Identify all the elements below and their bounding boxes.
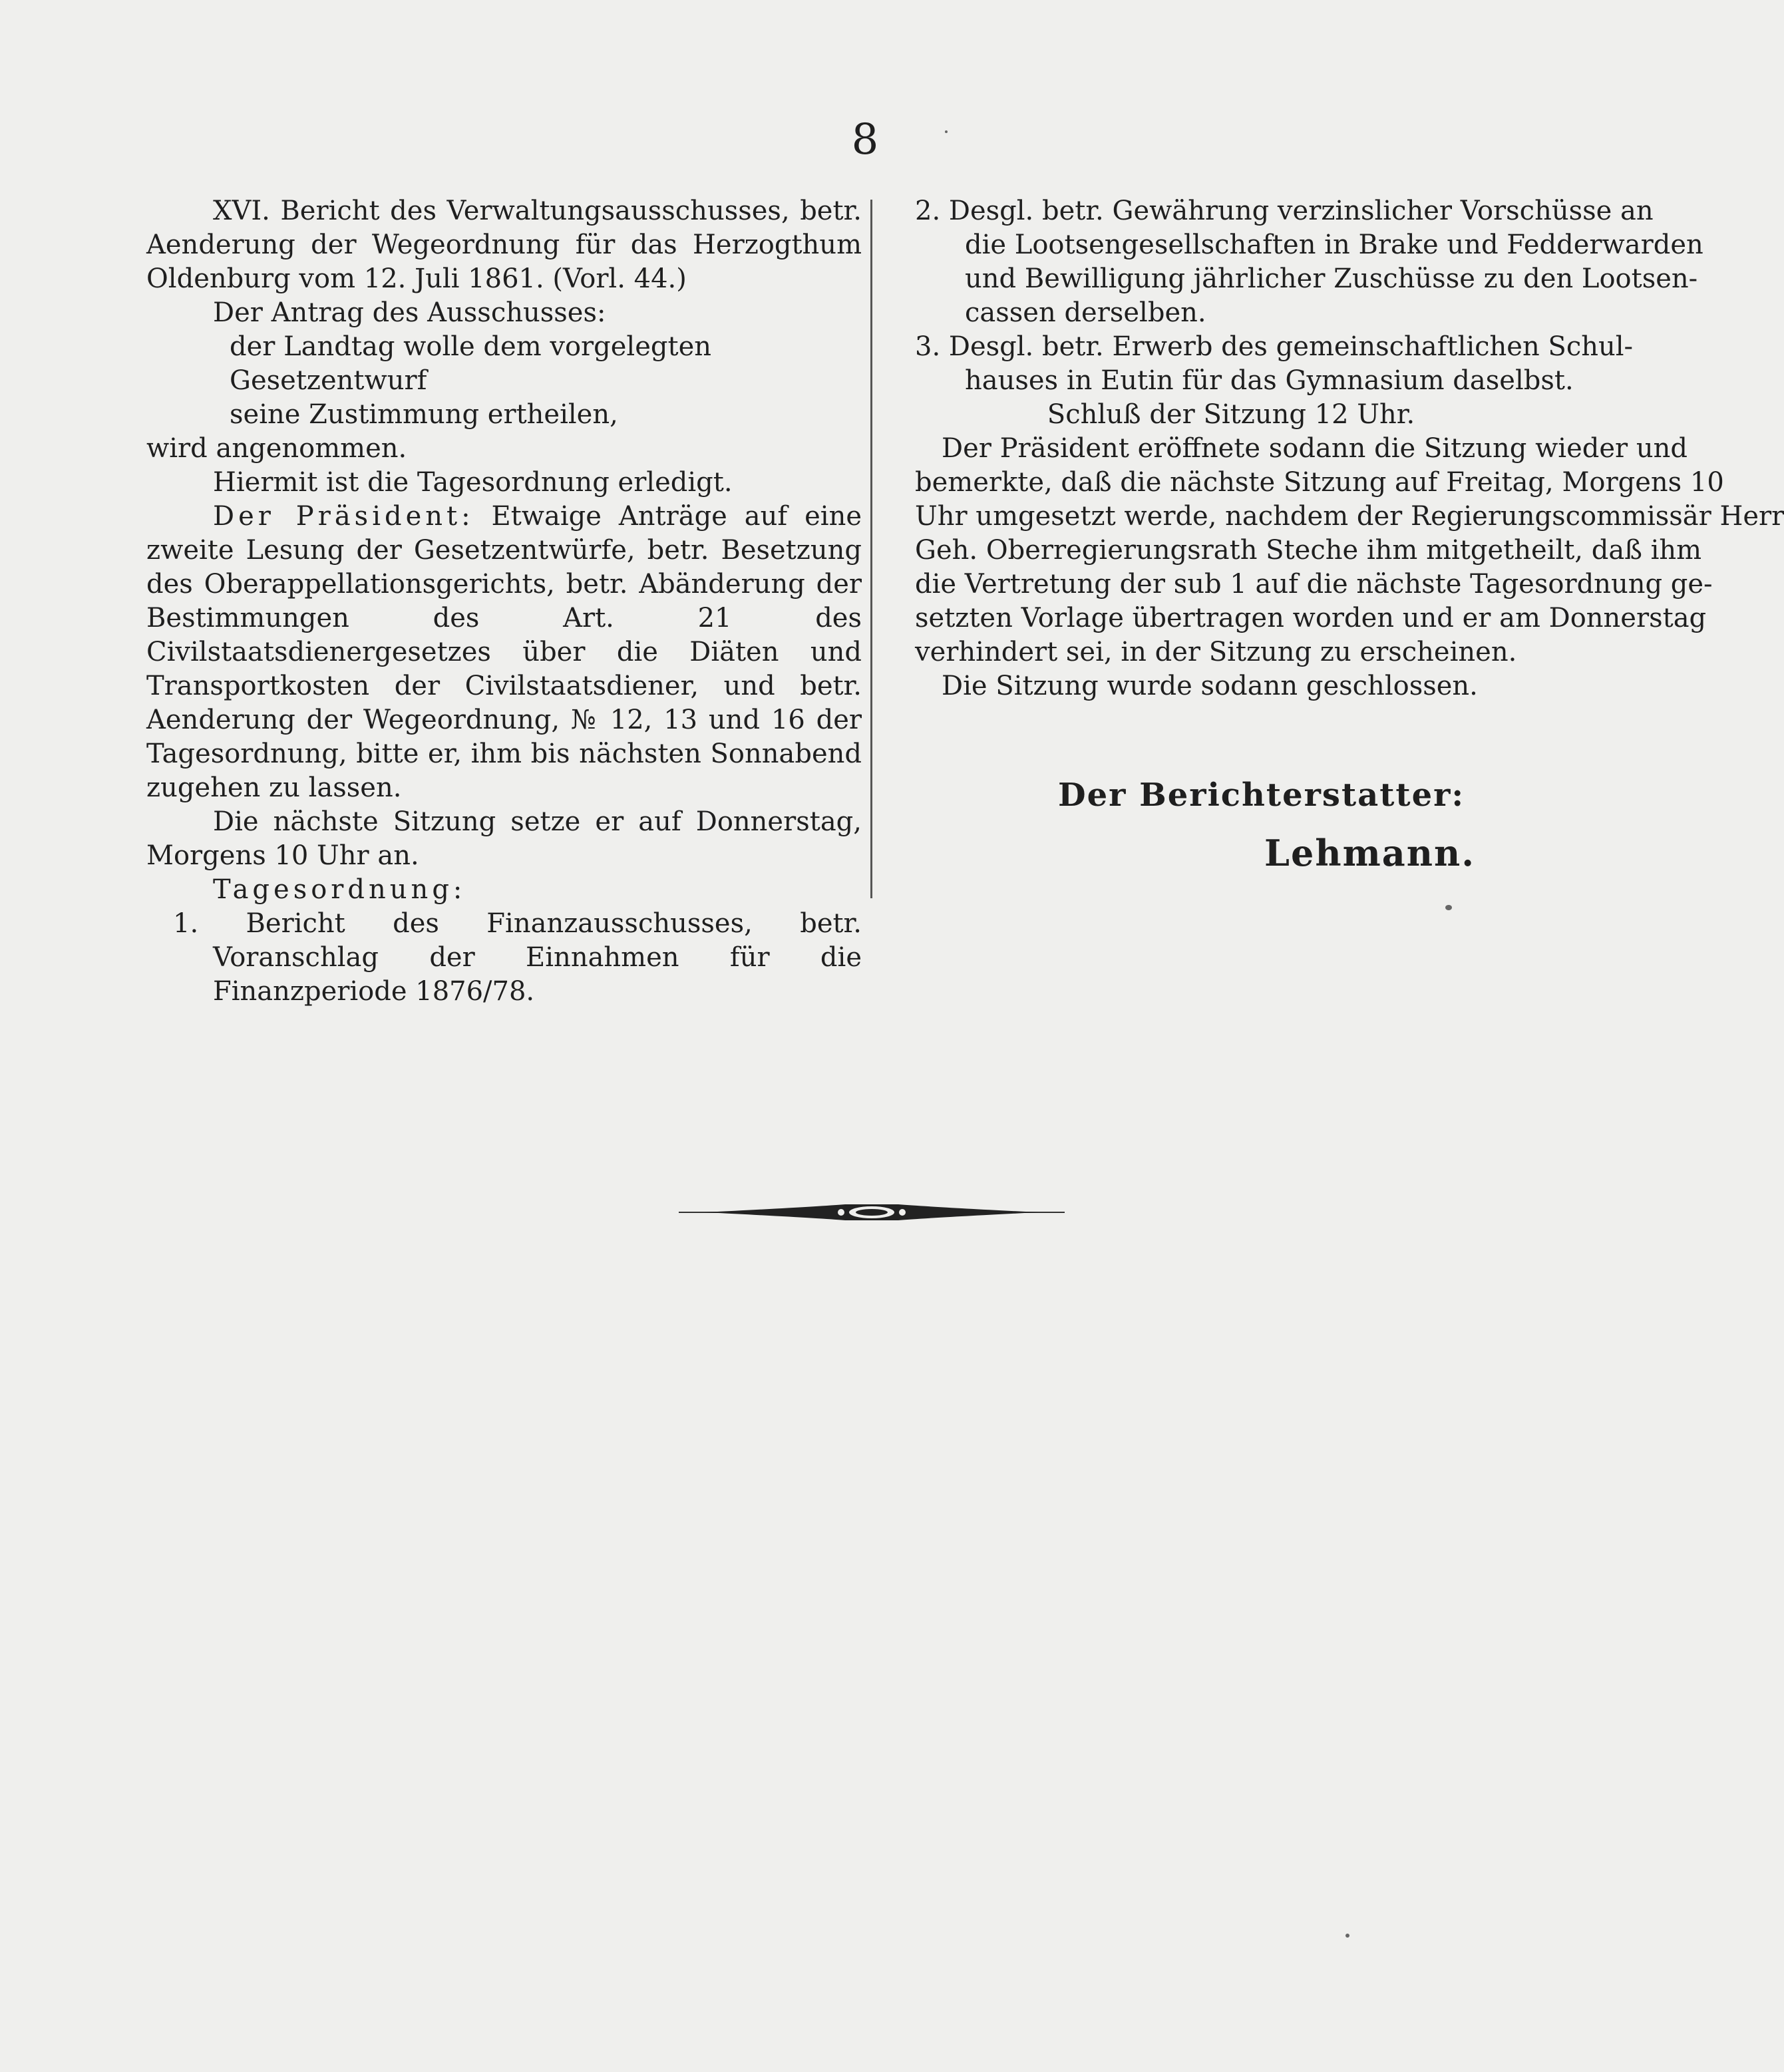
paper-speck: [945, 130, 948, 133]
closing-paragraph-line: setzten Vorlage übertragen worden und er am Donnerstag: [915, 603, 1707, 633]
signature-heading: Der Berichterstatter:: [1058, 777, 1465, 814]
agenda-item-1: 1. Bericht des Finanzausschusses, betr. Voranschlag der Einnahmen für die Finanzperiode 1876/78.: [173, 908, 862, 1007]
agenda-item-3: [915, 330, 1634, 398]
angenommen-text: wird angenommen.: [146, 433, 407, 464]
closing-paragraph-line: verhindert sei, in der Sitzung zu erscheinen.: [915, 637, 1517, 667]
signature-name: Lehmann.: [1264, 832, 1476, 874]
closing-paragraph-line: Der Präsident eröffnete sodann die Sitzung wieder und: [942, 433, 1688, 464]
left-column: [146, 194, 862, 1009]
schluss-der-sitzung: Schluß der Sitzung 12 Uhr.: [1047, 399, 1415, 430]
tagesordnung-erledigt: Hiermit ist die Tagesordnung erledigt.: [213, 467, 733, 498]
paper-speck: [1345, 1934, 1349, 1938]
antrag-intro: Der Antrag des Ausschusses:: [213, 297, 606, 328]
praesident-text: Etwaige Anträge auf eine zweite Lesung der Gesetzentwürfe, betr. Besetzung des Oberappellationsgerichts, betr. Abänderung der Bestimmungen des Art. 21 des Civilstaatsdienergesetzes über die Diäten und Transportkosten der Civilstaatsdiener, und betr. Aenderung der Wegeordnung, № 12, 13 und 16 der Tagesordnung, bitte er, ihm bis nächsten Sonnabend zugehen zu lassen.: [146, 501, 862, 803]
closing-paragraph-line: bemerkte, daß die nächste Sitzung auf Freitag, Morgens 10: [915, 467, 1724, 498]
antrag-line-1: der Landtag wolle dem vorgelegten Gesetzentwurf: [230, 331, 712, 396]
ornament-divider: [679, 1198, 1065, 1227]
antrag-line-2: seine Zustimmung ertheilen,: [230, 399, 618, 430]
agenda-item-2: [915, 194, 1703, 330]
naechste-sitzung-text: Die nächste Sitzung setze er auf Donnerstag, Morgens 10 Uhr an.: [146, 806, 862, 871]
column-divider: [870, 200, 872, 898]
agenda-item-2-line: cassen derselben.: [965, 297, 1206, 328]
agenda-item-2-line: und Bewilligung jährlicher Zuschüsse zu den Lootsen-: [965, 263, 1698, 294]
agenda-item-3-line: hauses in Eutin für das Gymnasium daselbst.: [965, 365, 1574, 396]
page-number: 8: [851, 115, 879, 164]
closing-paragraph-line: die Vertretung der sub 1 auf die nächste Tagesordnung ge-: [915, 569, 1713, 600]
agenda-item-3-line: 3. Desgl. betr. Erwerb des gemeinschaftlichen Schul-: [915, 331, 1634, 362]
praesident-label: Der Präsident:: [213, 501, 474, 532]
closing-paragraph-line: Uhr umgesetzt werde, nachdem der Regierungscommissär Herr: [915, 501, 1784, 532]
sitzung-geschlossen: Die Sitzung wurde sodann geschlossen.: [942, 671, 1478, 701]
agenda-item-2-line: 2. Desgl. betr. Gewährung verzinslicher Vorschüsse an: [915, 196, 1654, 226]
closing-paragraph-line: Geh. Oberregierungsrath Steche ihm mitgetheilt, daß ihm: [915, 535, 1702, 566]
paper-speck: [1445, 905, 1452, 910]
praesident-paragraph: [146, 500, 862, 805]
right-column: [915, 194, 1784, 703]
agenda-item-2-line: die Lootsengesellschaften in Brake und Fedderwarden: [965, 230, 1703, 260]
tagesordnung-label: Tagesordnung:: [213, 874, 466, 905]
item-xvi-heading: XVI. Bericht des Verwaltungsausschusses, betr. Aenderung der Wegeordnung für das Herzogthum Oldenburg vom 12. Juli 1861. (Vorl. 44.): [146, 196, 862, 294]
praesident-closing-paragraph: [915, 432, 1784, 669]
